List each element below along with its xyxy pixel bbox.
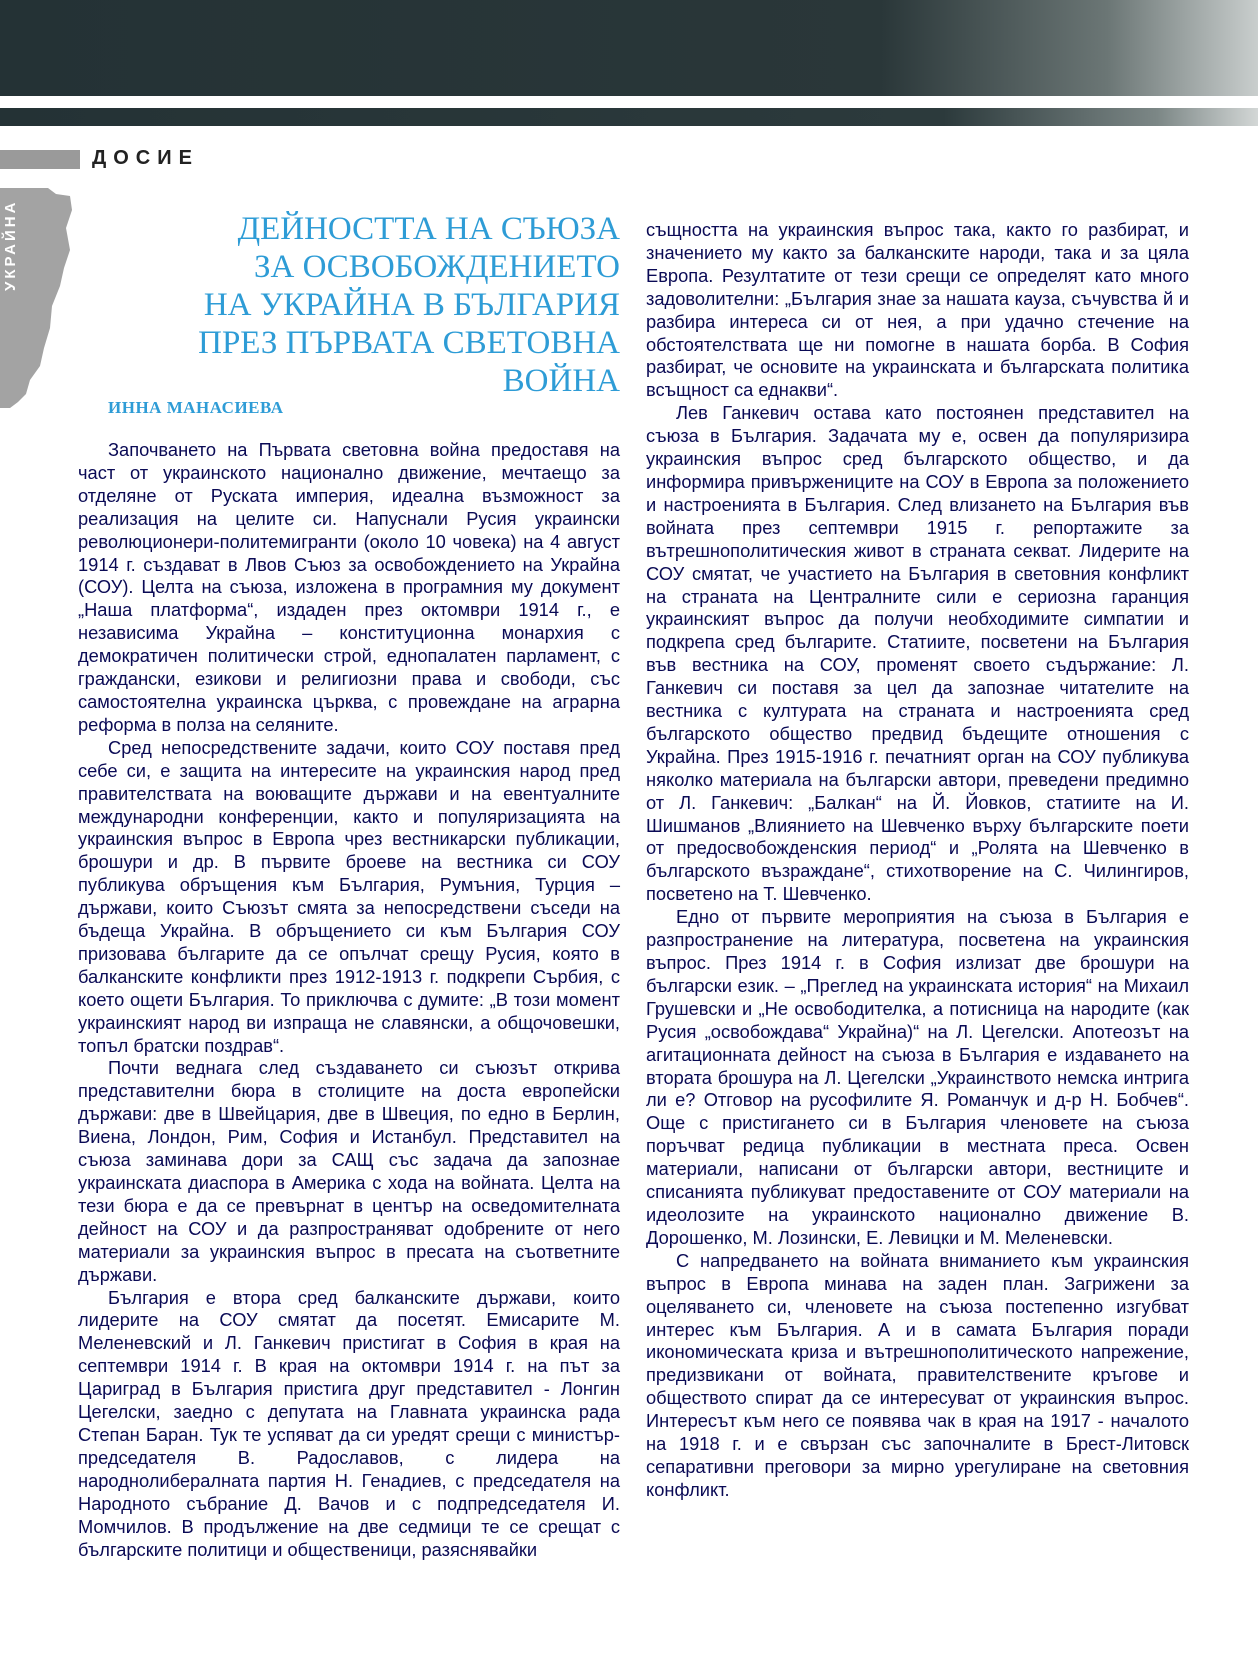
left-column	[78, 439, 620, 1561]
paragraph: С напредването на войната вниманието към украинския въпрос в Европа минава на заден план. Загрижени за оцеляването си, членовете на съюза постепенно изгубват интерес към България. А и в самата България поради икономическата криза и вътрешнополитическото напрежение, предизвикани от войната, правителствените кръгове и обществото спират да се интересуват от украинския въпрос. Интересът към него се появява чак в края на 1917 - началото на 1918 г. и е свързан със започналите в Брест-Литовск сепаративни преговори за мирно урегулиране на световния конфликт.	[646, 1249, 1189, 1500]
article-author: ИННА МАНАСИЕВА	[108, 398, 284, 417]
section-label: ДОСИЕ	[92, 147, 199, 169]
section-marker-bar	[0, 150, 80, 169]
title-line: ДЕЙНОСТТА НА СЪЮЗА	[237, 211, 620, 247]
paragraph-continuation: същността на украинския въпрос така, както го разбират, и значението му както за балканските народи, така и за цяла Европа. Резултатите от тези срещи се определят като много задоволителни: „България знае за нашата кауза, съчувства й и разбира интереса си от нея, а при удачно стечение на обстоятелствата ще ни помогне в нашата борба. В София разбират, че основите на украинската и българската политика всъщност са еднакви“.	[646, 219, 1189, 401]
paragraph: Започването на Първата световна война предоставя на част от украинското национално движение, мечтаещо за отделяне от Руската империя, идеална възможност за реализация на целите си. Напуснали Русия украински революционери-политемигранти (около 10 човека) на 4 август 1914 г. създават в Лвов Съюз за освобождението на Украйна (СОУ). Целта на съюза, изложена в програмния му документ „Наша платформа“, издаден през октомври 1914 г., е независима Украйна – конституционна монархия с демократичен политически строй, еднопалатен парламент, с граждански, езикови и религиозни права и свободи, със самостоятелна украинска църква, с провеждане на аграрна реформа в полза на селяните.	[78, 439, 620, 735]
title-line: ВОЙНА	[502, 363, 620, 399]
right-column	[646, 219, 1189, 1502]
paragraph: Едно от първите мероприятия на съюза в България е разпространение на литература, посветена на украинския въпрос. През 1914 г. в София излизат две брошури на български език. – „Преглед на украинската история“ на Михаил Грушевски и „Не освободителка, а потисница на народите (как Русия „освобождава“ Украйна)“ на Л. Цегелски. Апотеозът на агитационната дейност на съюза в България е издаването на втората брошура на Л. Цегелски „Украинството немска интрига ли е? Отговор на русофилите Я. Романчук и д-р Н. Бобчев“. Още с пристигането си в България членовете на съюза поръчват редица публикации в местната преса. Освен материали, написани от български автори, вестниците и списанията публикуват предоставените от СОУ материали на идеолозите на украинското национално движение В. Дорошенко, М. Лозински, Е. Левицки и М. Меленевски.	[646, 906, 1189, 1248]
header-stripe	[0, 108, 1258, 126]
title-line: ПРЕЗ ПЪРВАТА СВЕТОВНА	[198, 325, 620, 361]
country-label: УКРАЙНА	[2, 199, 19, 291]
paragraph: Лев Ганкевич остава като постоянен представител на съюза в България. Задачата му е, освен да популяризира украинския въпрос сред българското общество, и да информира привържениците на СОУ в Европа за положението и настроенията в България. След влизането на България във войната през септември 1915 г. репортажите за вътрешнополитическия живот в страната секват. Лидерите на СОУ смятат, че участието на България в световния конфликт на страната на Централните сили е сериозна гаранция украинският въпрос да получи необходимите симпатии и подкрепа сред българите. Статиите, посветени на България във вестника на СОУ, променят своето съдържание: Л. Ганкевич си поставя за цел да запознае читателите на вестника с културата на страната и настроенията сред българското общество предвид бъдещите отношения с Украйна. През 1915-1916 г. печатният орган на СОУ публикува няколко материала на български автори, преведени предимно от Л. Ганкевич: „Балкан“ на Й. Йовков, статиите на И. Шишманов „Влиянието на Шевченко върху българските поети от предосвобожденския период“ и „Ролята на Шевченко в българското възраждане“, стихотворение на С. Чилингиров, посветено на Т. Шевченко.	[646, 402, 1189, 905]
paragraph: България е втора сред балканските държави, които лидерите на СОУ смятат да посетят. Емисарите М. Меленевский и Л. Ганкевич пристигат в София в края на септември 1914 г. В края на октомври 1914 г. на път за Цариград в България пристига друг представител - Лонгин Цегелски, заедно с депутата на Главната украинска рада Степан Баран. Тук те успяват да си уредят срещи с министър-председателя В. Радославов, с лидера на народнолибералната партия Н. Генадиев, с председателя на Народното събрание Д. Вачов и с подпредседателя И. Момчилов. В продължение на две седмици те се срещат с българските политици и общественици, разяснявайки	[78, 1286, 620, 1560]
title-line: НА УКРАЙНА В БЪЛГАРИЯ	[203, 287, 620, 323]
paragraph: Почти веднага след създаването си съюзът открива представителни бюра в столиците на доста европейски държави: две в Швейцария, две в Швеция, по едно в Берлин, Виена, Лондон, Рим, София и Истанбул. Представител на съюза заминава дори за САЩ със задача да запознае украинската диаспора в Америка с хода на войната. Целта на тези бюра е да се превърнат в център на осведомителната дейност на СОУ и да разпространяват одобрените от него материали за украинския въпрос в пресата на съответните държави.	[78, 1057, 620, 1285]
article-title	[190, 210, 620, 400]
title-line: ЗА ОСВОБОЖДЕНИЕТО	[253, 249, 620, 285]
paragraph: Сред непосредствените задачи, които СОУ поставя пред себе си, е защита на интересите на украинския народ пред правителствата на воюващите държави и на евентуалните международни конференции, както и популяризацията на украинския въпрос в Европа чрез вестникарски публикации, брошури и др. В първите броеве на вестника си СОУ публикува обръщения към България, Румъния, Турция – държави, които Съюзът смята за непосредствени съседи на бъдеща Украйна. В обръщението си към България СОУ призовава българите да се опълчат срещу Русия, която в балканските конфликти през 1912-1913 г. подкрепи Сърбия, с което ощети България. То приключва с думите: „В този момент украинският народ ви изпраща не славянски, а общочовешки, топъл братски поздрав“.	[78, 736, 620, 1056]
header-band	[0, 0, 1258, 96]
